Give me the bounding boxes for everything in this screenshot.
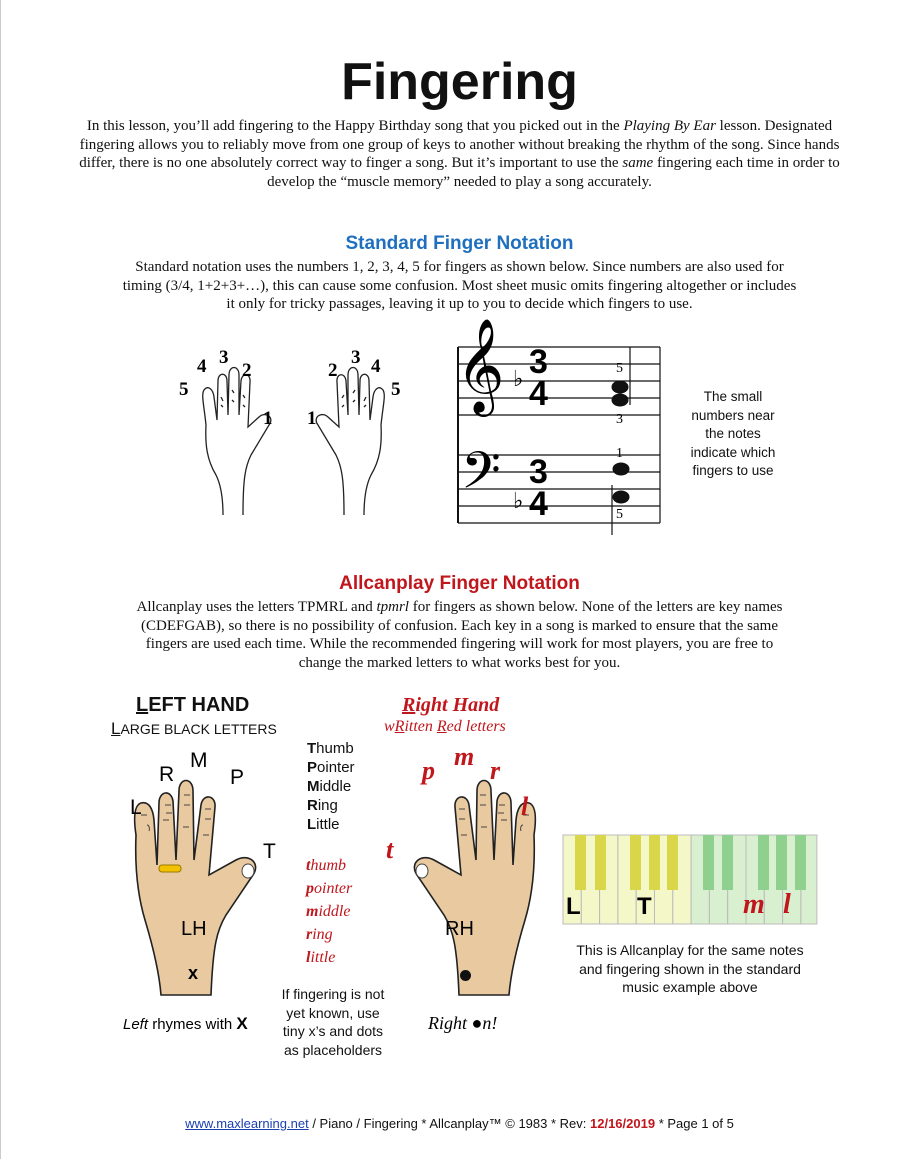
intro-text-italic-1: Playing By Ear xyxy=(623,118,716,134)
bass-time-bottom: 4 xyxy=(529,485,548,523)
lh-letter-t: T xyxy=(263,840,276,863)
finger-name-pointer-lower: pointer xyxy=(306,880,353,897)
lh-letter-p: P xyxy=(230,766,245,789)
keyboard-label-t: T xyxy=(637,893,652,920)
intro-paragraph xyxy=(71,117,848,191)
rh-letter-r: r xyxy=(490,756,501,785)
allcanplay-keyboard xyxy=(562,834,818,926)
rh-placeholder-dot xyxy=(460,970,471,981)
allcanplay-text-italic: tpmrl xyxy=(376,599,409,615)
finger-name-ring-lower: ring xyxy=(306,926,333,943)
right-rhyme: Right ●n! xyxy=(428,1013,498,1033)
standard-heading: Standard Finger Notation xyxy=(345,233,574,254)
left-rhyme-bold: X xyxy=(236,1014,248,1033)
left-hand-title-rest: EFT HAND xyxy=(148,694,250,716)
lh-letter-l: L xyxy=(130,796,142,819)
lh-finger-5: 5 xyxy=(179,379,189,400)
left-hand-illustration xyxy=(121,765,291,1000)
keyboard-label-l: L xyxy=(566,893,581,920)
bass-clef-icon: 𝄢 xyxy=(461,444,501,512)
bass-finger-top: 1 xyxy=(616,446,623,461)
left-hand-subtitle xyxy=(111,719,277,739)
staff-caption: The small numbers near the notes indicate which fingers to use xyxy=(690,389,776,478)
lh-finger-1: 1 xyxy=(263,408,273,429)
lh-label: LH xyxy=(181,918,207,940)
finger-name-little-lower: little xyxy=(306,949,336,966)
rh-letter-l: l xyxy=(521,792,529,821)
left-hand-subtitle-rest: ARGE BLACK LETTERS xyxy=(120,721,277,737)
lh-letter-r: R xyxy=(159,763,175,786)
lh-placeholder-x: x xyxy=(188,963,199,983)
finger-name-middle-lower: middle xyxy=(306,903,351,920)
rh-finger-2: 2 xyxy=(328,360,338,381)
lh-letter-m: M xyxy=(190,749,208,772)
finger-name-thumb-lower: thumb xyxy=(306,857,347,874)
finger-name-little: Little xyxy=(307,816,340,833)
allcanplay-text-1: Allcanplay uses the letters TPMRL and xyxy=(136,599,377,615)
bass-finger-bottom: 5 xyxy=(616,507,623,522)
finger-name-middle: Middle xyxy=(307,778,352,795)
treble-time-top: 3 xyxy=(529,343,548,381)
intro-text-italic-2: same xyxy=(622,155,654,171)
left-hand-title-first: L xyxy=(136,694,149,716)
treble-time-bottom: 4 xyxy=(529,375,548,413)
treble-flat-icon: ♭ xyxy=(513,366,524,391)
intro-text-1: In this lesson, you’ll add fingering to the Happy Birthday song that you picked out in the xyxy=(86,118,624,134)
keyboard-label-m: m xyxy=(743,889,765,920)
intro-text-3: fingering each time in order to develop the “muscle memory” needed to play a song accurately. xyxy=(267,155,840,190)
lh-finger-2: 2 xyxy=(242,360,252,381)
footer-middle: / Piano / Fingering * Allcanplay™ © 1983 * Rev: xyxy=(308,1116,590,1131)
lh-finger-3: 3 xyxy=(219,347,229,368)
rh-finger-3: 3 xyxy=(351,347,361,368)
bass-flat-icon: ♭ xyxy=(513,488,524,513)
finger-name-ring: Ring xyxy=(307,797,338,814)
left-hand-subtitle-first: L xyxy=(111,719,121,738)
rh-finger-5: 5 xyxy=(391,379,401,400)
left-hand-title xyxy=(136,694,249,717)
footer xyxy=(1,1116,917,1131)
right-hand-title-first: R xyxy=(402,694,416,716)
rh-letter-m: m xyxy=(454,742,475,771)
right-hand-title xyxy=(402,694,499,717)
rh-finger-4: 4 xyxy=(371,356,381,377)
treble-finger-bottom: 3 xyxy=(616,412,623,427)
keyboard-label-lower-l: l xyxy=(783,889,791,920)
page-title: Fingering xyxy=(341,53,578,111)
left-rhyme-italic: Left xyxy=(123,1016,149,1033)
allcanplay-paragraph xyxy=(131,598,788,672)
rh-letter-t: t xyxy=(386,835,394,864)
finger-name-pointer: Pointer xyxy=(307,759,355,776)
allcanplay-heading: Allcanplay Finger Notation xyxy=(339,573,580,594)
finger-names-lower xyxy=(306,854,352,969)
rh-letter-p: p xyxy=(422,756,435,785)
finger-names-upper xyxy=(307,739,355,834)
treble-finger-top: 5 xyxy=(616,361,623,376)
standard-paragraph: Standard notation uses the numbers 1, 2, 3, 4, 5 for fingers as shown below. Since numbers are also used for timing (3/4, 1+2+3+…), this can cause some confusion. Most sheet music omits fingering altogether or includes it only for tricky passages, leaving it up to you to decide which fingers to use. xyxy=(122,259,797,312)
intro-text-2: lesson. Designated fingering allows you to reliably move from one group of keys to another without breaking the rhythm of the song. Since hands differ, there is no one absolutely correct way to finger a song. But it’s important to use the xyxy=(79,118,840,171)
right-hand-subtitle: wRitten Red letters xyxy=(384,718,506,735)
lh-finger-4: 4 xyxy=(197,356,207,377)
bass-time-top: 3 xyxy=(529,453,548,491)
left-rhyme-text: rhymes with xyxy=(148,1016,237,1033)
rh-finger-1: 1 xyxy=(307,408,317,429)
rh-label: RH xyxy=(445,918,474,940)
footer-date: 12/16/2019 xyxy=(590,1116,656,1131)
finger-name-thumb: Thumb xyxy=(307,740,354,757)
left-rhyme xyxy=(123,1014,248,1034)
footer-link[interactable]: www.maxlearning.net xyxy=(185,1116,309,1131)
allcanplay-text-2: for fingers as shown below. None of the letters are key names (CDEFGAB), so there is no possibility of confusion. Each key in a song is marked to ensure that the same fingers are used each time. While the recommended fingering will work for most players, you are free to change the marked letters to what works best for you. xyxy=(141,599,783,671)
keyboard-caption: This is Allcanplay for the same notes and fingering shown in the standard music example above xyxy=(576,942,804,995)
right-hand-title-rest: ight Hand xyxy=(415,694,500,716)
footer-end: * Page 1 of 5 xyxy=(655,1116,734,1131)
treble-clef-icon: 𝄞 xyxy=(456,320,505,411)
placeholder-note: If fingering is not yet known, use tiny x’s and dots as placeholders xyxy=(281,986,385,1058)
